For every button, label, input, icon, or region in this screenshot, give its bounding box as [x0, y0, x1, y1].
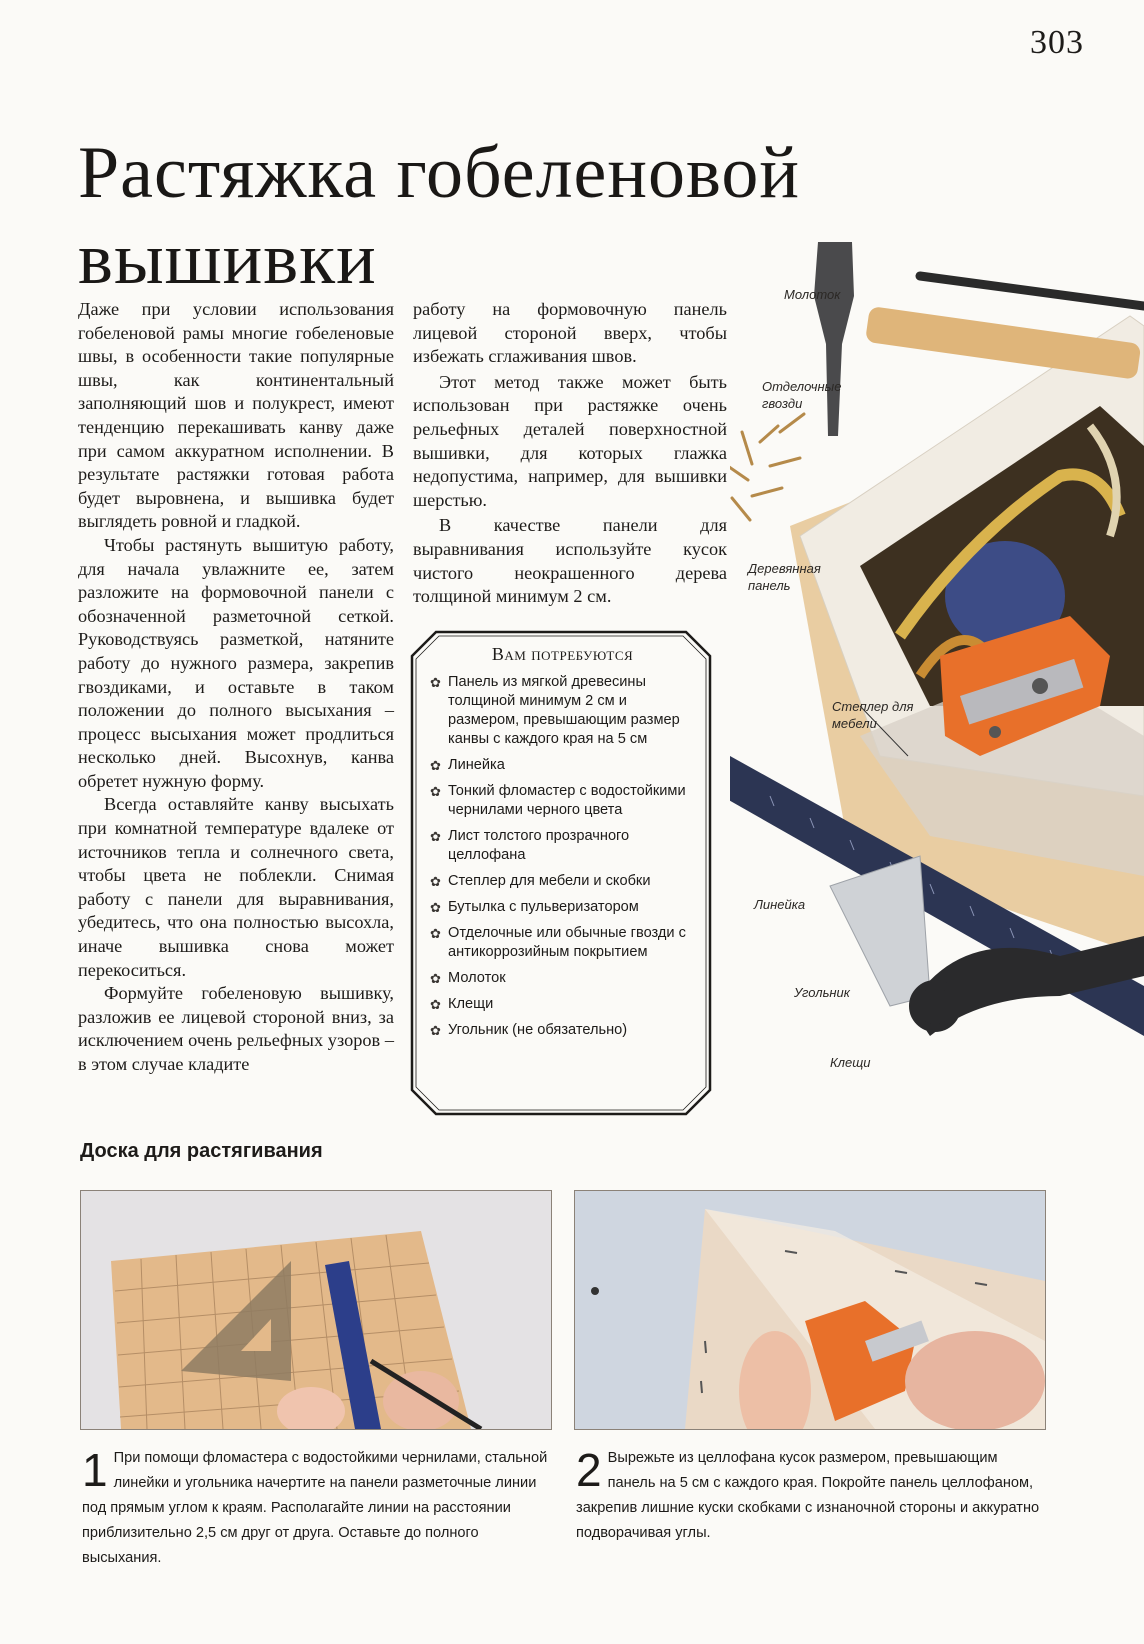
list-item-text: Бутылка с пульверизатором [448, 899, 639, 915]
step-text: Вырежьте из целлофана кусок размером, превышающим панель на 5 см с каждого края. Покройте панель целлофаном, закрепив лишние куски скобками с изнаночной стороны и аккуратно подворачивая углы. [576, 1450, 1040, 1541]
marker-pen [920, 276, 1144, 306]
list-item [430, 872, 695, 891]
list-item [430, 898, 695, 917]
title-line-1: Растяжка гобеленовой [78, 132, 800, 214]
flower-bullet-icon: ✿ [430, 997, 441, 1012]
list-item [430, 1021, 695, 1040]
paragraph: работу на формовочную панель лицевой стороной вверх, чтобы избежать сглаживания швов. [413, 299, 727, 367]
paragraph: В качестве панели для выравнивания используйте кусок чистого неокрашенного дерева толщиной минимум 2 см. [413, 515, 727, 607]
middle-text-column [413, 298, 727, 609]
left-text-column [78, 298, 394, 1077]
step-text: При помощи фломастера с водостойкими чернилами, стальной линейки и угольника начертите на панели разметочные линии под прямым углом к краям. Располагайте линии на расстоянии приблизительно 2,5 см друг от друга. Оставьте до полного высыхания. [82, 1450, 548, 1566]
list-item [430, 924, 695, 962]
tools-photo [730, 236, 1144, 1126]
flower-bullet-icon: ✿ [430, 971, 441, 986]
hand [383, 1371, 459, 1429]
list-item-text: Лист толстого прозрачного целлофана [448, 828, 630, 863]
list-item [430, 995, 695, 1014]
list-item-text: Линейка [448, 757, 505, 773]
flower-bullet-icon: ✿ [430, 829, 441, 844]
materials-list [430, 673, 695, 1040]
list-item [430, 969, 695, 988]
callout-pliers: Клещи [830, 1055, 871, 1070]
step-1 [82, 1446, 550, 1571]
materials-box-title: Вам потребуются [491, 644, 634, 664]
flower-bullet-icon: ✿ [430, 675, 441, 690]
callout-ruler: Линейка [754, 897, 806, 912]
list-item-text: Клещи [448, 996, 494, 1012]
list-item-text: Панель из мягкой древесины толщиной минимум 2 см и размером, превышающим размер канвы с каждого края на 5 см [448, 674, 680, 747]
step-number: 2 [576, 1444, 602, 1496]
list-item-text: Тонкий фломастер с водостойкими чернилами черного цвета [448, 783, 686, 818]
list-item [430, 756, 695, 775]
page-number: 303 [1030, 24, 1084, 61]
callout-nails: Отделочные гвозди [762, 379, 842, 411]
flower-bullet-icon: ✿ [430, 900, 441, 915]
title-line-2: вышивки [78, 218, 377, 300]
step-2-photo [574, 1190, 1046, 1430]
flower-bullet-icon: ✿ [430, 758, 441, 773]
hammer-handle [865, 306, 1141, 380]
section-heading: Доска для растягивания [80, 1140, 323, 1162]
finishing-nails [730, 414, 804, 520]
paragraph: Всегда оставляйте канву высыхать при комнатной температуре вдалеке от источников тепла и солнечного света, чтобы цвета не поблекли. Снимая работу с панели для выравнивания, убедитесь, что она полностью высохла, иначе вышивка снова может перекоситься. [78, 794, 394, 980]
list-item-text: Степлер для мебели и скобки [448, 873, 651, 889]
flower-bullet-icon: ✿ [430, 874, 441, 889]
tools-illustration [730, 236, 1144, 1126]
list-item-text: Молоток [448, 970, 506, 986]
materials-box [410, 630, 712, 1116]
list-item [430, 673, 695, 749]
step-2 [576, 1446, 1044, 1546]
callout-stapler: Степлер для мебели [832, 699, 914, 731]
callout-hammer: Молоток [784, 287, 841, 302]
step-1-photo [80, 1190, 552, 1430]
step-number: 1 [82, 1444, 108, 1496]
callout-square: Угольник [794, 985, 850, 1000]
right-hand [905, 1331, 1045, 1429]
callout-panel: Деревянная панель [748, 561, 821, 593]
paragraph: Даже при условии использования гобеленовой рамы многие гобеленовые швы, в особенности такие популярные швы, как континентальный заполняющий шов и полукрест, имеют тенденцию перекашивать канву даже при самом аккуратном исполнении. В результате растяжки готовая работа будет выровнена, и вышивка будет выглядеть ровной и гладкой. [78, 299, 394, 532]
flower-bullet-icon: ✿ [430, 1023, 441, 1038]
flower-bullet-icon: ✿ [430, 926, 441, 941]
paragraph: Чтобы растянуть вышитую работу, для начала увлажните ее, затем разложите на формовочной панели с обозначенной разметочной сеткой. Руководствуясь разметкой, натяните работу до нужного размера, закрепив гвоздиками, и оставьте в таком положении до полного высыхания – процесс высыхания может продлиться несколько дней. Высохнув, канва обретет нужную форму. [78, 534, 394, 791]
list-item-text: Угольник (не обязательно) [448, 1022, 628, 1038]
paragraph: Этот метод также может быть использован при растяжке очень рельефных деталей поверхностной вышивки, для которых глажка недопустима, например, для вышивки шерстью. [413, 371, 727, 510]
list-item [430, 782, 695, 820]
list-item-text: Отделочные или обычные гвозди с антикоррозийным покрытием [448, 925, 686, 960]
flower-bullet-icon: ✿ [430, 784, 441, 799]
paragraph: Формуйте гобеленовую вышивку, разложив ее лицевой стороной вниз, за исключением очень рельефных узоров – в этом случае кладите [78, 983, 394, 1074]
list-item [430, 827, 695, 865]
